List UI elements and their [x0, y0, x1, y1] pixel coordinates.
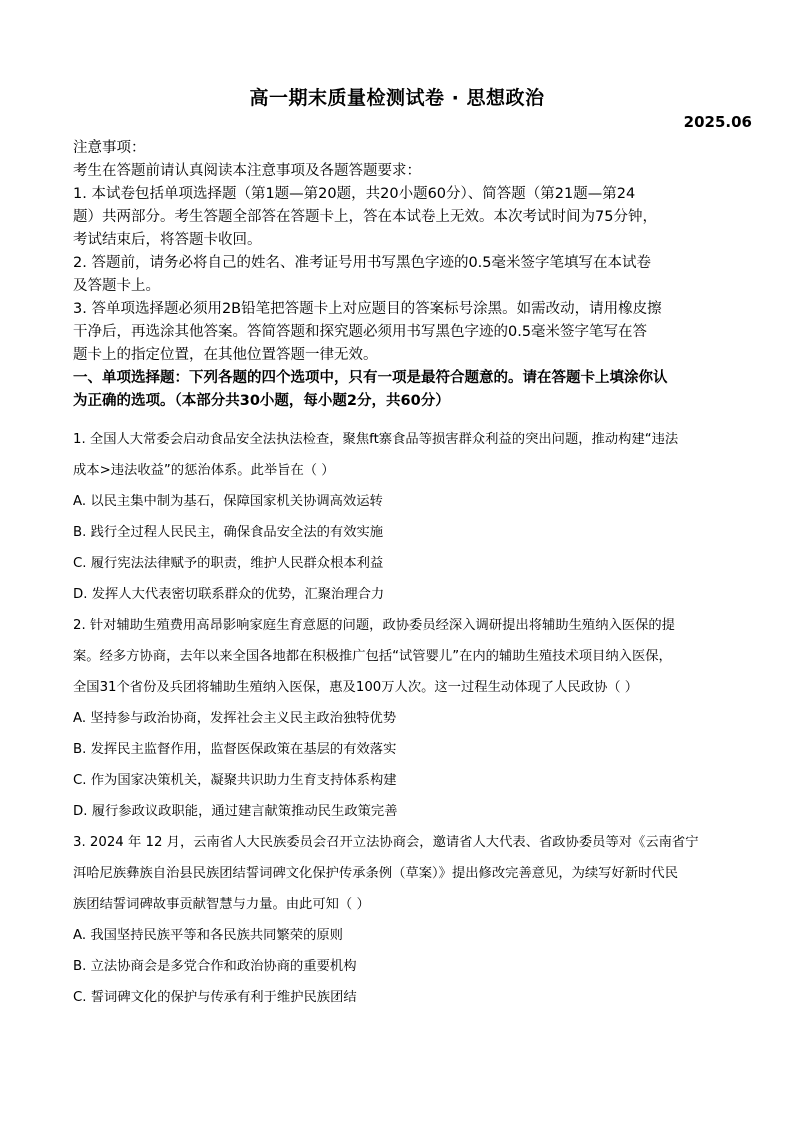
notice-heading: 注意事项：: [73, 140, 146, 156]
notice-line: 1. 本试卷包括单项选择题（第1题—第20题，共20小题60分）、简答题（第21题—第24: [73, 186, 636, 202]
question-stem: 族团结誓词碑故事贡献智慧与力量。由此可知（ ）: [73, 897, 370, 912]
question-stem: 全国31个省份及兵团将辅助生殖纳入医保，惠及100万人次。这一过程生动体现了人民政协（ ）: [73, 680, 639, 695]
notice-line: 题卡上的指定位置，在其他位置答题一律无效。: [73, 347, 378, 363]
section-heading: 一、单项选择题：下列各题的四个选项中，只有一项是最符合题意的。请在答题卡上填涂你认: [73, 370, 668, 386]
question-stem: 洱哈尼族彝族自治县民族团结誓词碑文化保护传承条例（草案）》提出修改完善意见，为续写好新时代民: [73, 866, 679, 881]
option-c: C. 作为国家决策机关，凝聚共识助力生育支持体系构建: [73, 773, 397, 788]
question-stem: 2. 针对辅助生殖费用高昂影响家庭生育意愿的问题，政协委员经深入调研提出将辅助生殖纳入医保的提: [73, 618, 675, 633]
notice-line: 3. 答单项选择题必须用2B铅笔把答题卡上对应题目的答案标号涂黑。如需改动，请用橡皮擦: [73, 301, 662, 317]
option-c: C. 履行宪法法律赋予的职责，维护人民群众根本利益: [73, 556, 384, 571]
notice-block: [73, 137, 725, 413]
notice-line: 考试结束后，将答题卡收回。: [73, 232, 262, 248]
page-title: 高一期末质量检测试卷 · 思想政治: [249, 87, 545, 109]
exam-date: 2025.06: [683, 113, 752, 131]
notice-line: 2. 答题前，请务必将自己的姓名、准考证号用书写黑色字迹的0.5毫米签字笔填写在本试卷: [73, 255, 651, 271]
notice-line: 题）共两部分。考生答题全部答在答题卡上，答在本试卷上无效。本次考试时间为75分钟，: [73, 209, 657, 225]
question-stem: 3. 2024 年 12 月，云南省人大民族委员会召开立法协商会，邀请省人大代表、省政协委员等对《云南省宁: [73, 835, 699, 850]
question-stem: 成本>违法收益”的惩治体系。此举旨在（ ）: [73, 463, 335, 478]
question-stem: 1. 全国人大常委会启动食品安全法执法检查，聚焦ft寨食品等损害群众利益的突出问题，推动构建“违法: [73, 432, 679, 447]
option-a: A. 以民主集中制为基石，保障国家机关协调高效运转: [73, 494, 383, 509]
option-d: D. 履行参政议政职能，通过建言献策推动民生政策完善: [73, 804, 398, 819]
option-a: A. 我国坚持民族平等和各民族共同繁荣的原则: [73, 928, 343, 943]
option-b: B. 立法协商会是多党合作和政治协商的重要机构: [73, 959, 357, 974]
question-stem: 案。经多方协商，去年以来全国各地都在积极推广包括“试管婴儿”在内的辅助生殖技术项目纳入医保，: [73, 649, 672, 664]
option-c: C. 誓词碑文化的保护与传承有利于维护民族团结: [73, 990, 357, 1005]
question-1: [73, 424, 725, 610]
notice-line: 及答题卡上。: [73, 278, 160, 294]
option-b: B. 发挥民主监督作用，监督医保政策在基层的有效落实: [73, 742, 397, 757]
option-d: D. 发挥人大代表密切联系群众的优势，汇聚治理合力: [73, 587, 385, 602]
notice-line: 考生在答题前请认真阅读本注意事项及各题答题要求：: [73, 163, 421, 179]
question-3: [73, 827, 725, 1013]
question-list: [73, 424, 725, 1013]
question-2: [73, 610, 725, 827]
option-a: A. 坚持参与政治协商，发挥社会主义民主政治独特优势: [73, 711, 397, 726]
option-b: B. 践行全过程人民民主，确保食品安全法的有效实施: [73, 525, 384, 540]
notice-line: 干净后，再选涂其他答案。答简答题和探究题必须用书写黑色字迹的0.5毫米签字笔写在答: [73, 324, 648, 340]
section-heading: 为正确的选项。（本部分共30小题，每小题2分，共60分）: [73, 393, 450, 409]
